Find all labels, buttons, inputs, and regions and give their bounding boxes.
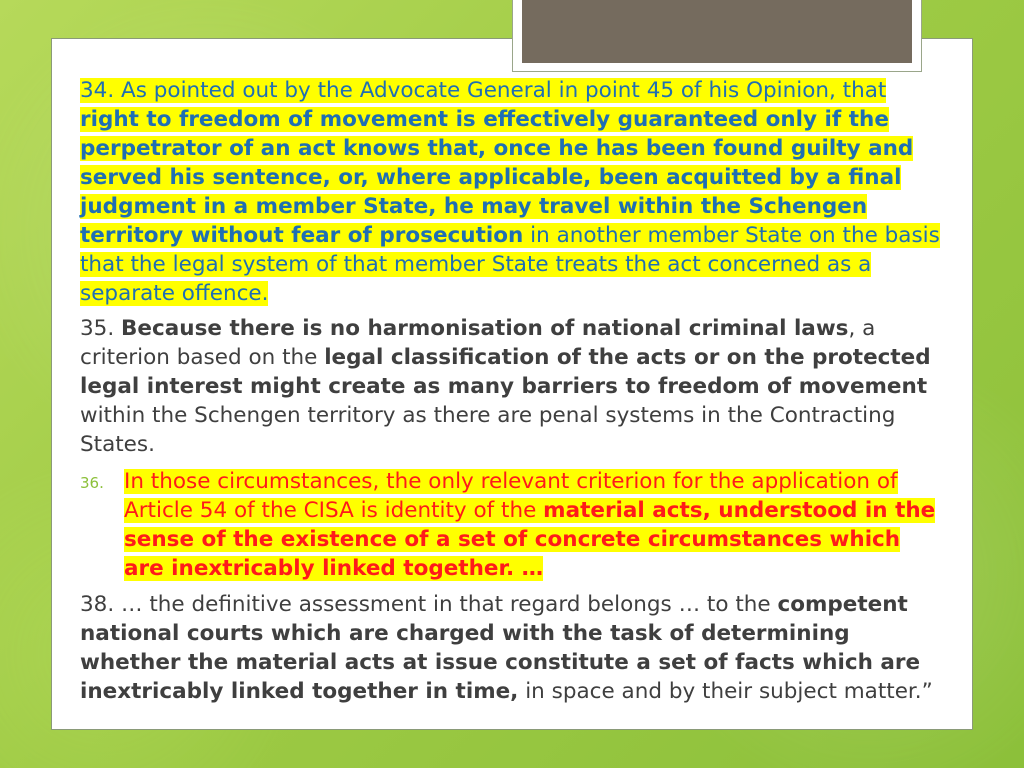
paragraph-34-end: in another member State on the basis that the legal system of that member State treats the act concerned as a separate offence. [80,223,940,306]
paragraph-36-bold: material acts, understood in the sense of the existence of a set of concrete circumstances which are inextricably linked together. … [124,498,936,581]
paragraph-35-text-1: , a criterion based on the [80,316,876,370]
paragraph-35-text-2: within the Schengen territory as there are penal systems in the Contracting States. [80,403,896,457]
paragraph-36-text [124,469,935,581]
paragraph-38-end: in space and by their subject matter.” [518,679,933,704]
paragraph-35-number: 35. [80,316,115,341]
paragraph-38-bold: competent national courts which are charged with the task of determining whether the material acts at issue constitute a set of facts which are inextricably linked together in time, [80,592,921,704]
paragraph-34 [80,76,950,308]
paragraph-34-number: 34. [80,78,115,103]
paragraph-34-text [80,78,940,306]
title-tab [522,0,912,63]
title-tab-frame [512,0,922,72]
paragraph-38-intro: … the definitive assessment in that regard belongs … to the [114,592,778,617]
paragraph-36-number: 36. [80,474,104,492]
paragraph-35-bold-2: legal classification of the acts or on the protected legal interest might create as many barriers to freedom of movement [80,345,931,399]
paragraph-35 [80,314,950,459]
paragraph-34-intro: As pointed out by the Advocate General in point 45 of his Opinion, that [114,78,887,103]
paragraph-38 [80,590,950,706]
paragraph-35-bold-1: Because there is no harmonisation of national criminal laws [121,316,849,341]
paragraph-38-number: 38. [80,592,115,617]
paragraph-36 [124,467,944,583]
paragraph-34-bold: right to freedom of movement is effectively guaranteed only if the perpetrator of an act knows that, once he has been found guilty and served his sentence, or, where applicable, been acquitted by a final judgment in a member State, he may travel within the Schengen territory without fear of prosecution [80,107,914,248]
paragraph-36-intro: In those circumstances, the only relevant criterion for the application of Article 54 of the CISA is identity of the [124,469,898,523]
